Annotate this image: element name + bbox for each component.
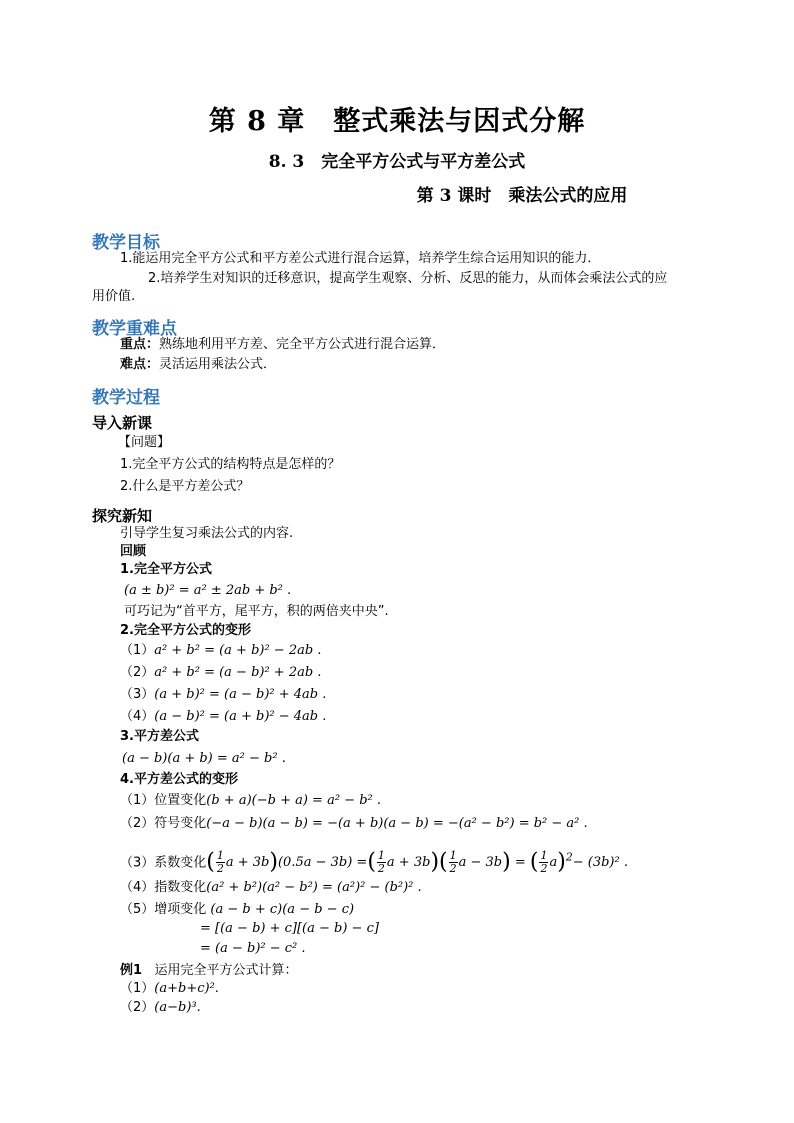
- variant-2-formula: a² + b² = (a − b)² + 2ab .: [154, 665, 322, 680]
- change-2: [120, 815, 588, 832]
- explore-heading: 探究新知: [92, 507, 153, 525]
- change-2-label: （2）符号变化: [120, 816, 207, 831]
- example-text: 运用完全平方公式计算：: [154, 963, 298, 978]
- variant-1-label: （1）: [120, 643, 155, 658]
- change-5-formula-b: = [(a − b) + c][(a − b) − c]: [200, 921, 379, 936]
- change-3-middle: (0.5a − 3b) =: [277, 855, 368, 871]
- formula-3: (a − b)(a + b) = a² − b² .: [122, 751, 286, 766]
- review-label: 回顾: [120, 544, 147, 559]
- variant-3: [120, 686, 326, 703]
- change-3-label: （3）系数变化: [120, 855, 207, 871]
- formula-2-heading: 2.完全平方公式的变形: [120, 623, 251, 638]
- goals-heading: 教学目标: [92, 233, 160, 253]
- formula-1-note: 可巧记为“首平方，尾平方，积的两倍夹中央”.: [124, 604, 389, 619]
- chapter-title: 第 8 章 整式乘法与因式分解: [208, 106, 586, 137]
- intro-heading: 导入新课: [92, 414, 153, 432]
- goal-line-3: 用价值.: [92, 289, 136, 304]
- question-1: 1.完全平方公式的结构特点是怎样的？: [120, 457, 341, 472]
- formula-1-heading: 1.完全平方公式: [120, 562, 212, 577]
- example-item-1: [120, 980, 219, 997]
- change-5-formula-a: (a − b + c)(a − b − c): [210, 902, 355, 917]
- key-point-label: 重点：: [120, 337, 160, 352]
- formula-4-heading: 4.平方差公式的变形: [120, 772, 238, 787]
- change-1-label: （1）位置变化: [120, 793, 207, 808]
- change-5: [120, 901, 354, 918]
- hard-point-label: 难点：: [120, 357, 160, 372]
- variant-3-formula: (a + b)² = (a − b)² + 4ab .: [154, 687, 327, 702]
- variant-3-label: （3）: [120, 687, 155, 702]
- fraction-half: $\frac{1}{2}$: [540, 849, 548, 876]
- change-1-formula: (b + a)(−b + a) = a² − b² .: [206, 793, 381, 808]
- example-item-2: [120, 999, 201, 1016]
- example-1: [120, 962, 297, 979]
- hard-point-line: [120, 356, 276, 373]
- hard-point-text: 灵活运用乘法公式．: [159, 357, 277, 372]
- variant-1: [120, 642, 321, 659]
- example-label: 例1: [120, 963, 143, 978]
- change-4-label: （4）指数变化: [120, 880, 207, 895]
- variant-4-label: （4）: [120, 709, 155, 724]
- change-5-formula-c: = (a − b)² − c² .: [200, 941, 306, 956]
- change-5-label: （5）增项变化: [120, 902, 207, 917]
- key-point-text: 熟练地利用平方差、完全平方公式进行混合运算．: [159, 337, 446, 352]
- process-heading: 教学过程: [92, 388, 160, 408]
- variant-1-formula: a² + b² = (a + b)² − 2ab .: [154, 643, 322, 658]
- example-item-1-label: （1）: [120, 981, 155, 996]
- formula-3-heading: 3.平方差公式: [120, 729, 199, 744]
- goal-line-2: 2.培养学生对知识的迁移意识，提高学生观察、分析、反思的能力，从而体会乘法公式的应: [148, 271, 668, 286]
- variant-2: [120, 664, 321, 681]
- formula-1: (a ± b)² = a² ± 2ab + b² .: [124, 583, 292, 598]
- fraction-half: $\frac{1}{2}$: [449, 849, 457, 876]
- change-3: （3）系数变化( $\frac{1}{2}$ a + 3b)(0.5a − 3b) =( $\frac{1}{2}$ a + 3b)( $\frac{1}{2}$ a − 3b) = ( $\frac{1}{2}$ a)$^2$− (3b)² .: [120, 849, 628, 876]
- keypoints-heading: 教学重难点: [92, 319, 177, 339]
- change-1: [120, 792, 381, 809]
- variant-4: [120, 708, 326, 725]
- example-item-1-formula: (a+b+c)².: [154, 981, 219, 996]
- goal-line-1: 1.能运用完全平方公式和平方差公式进行混合运算，培养学生综合运用知识的能力．: [120, 251, 601, 266]
- example-item-2-label: （2）: [120, 1000, 155, 1015]
- section-title: 8. 3 完全平方公式与平方差公式: [268, 152, 526, 172]
- key-point-line: [120, 336, 445, 353]
- explore-guide: 引导学生复习乘法公式的内容.: [120, 526, 294, 541]
- question-tag: 【问题】: [118, 435, 171, 450]
- change-4-formula: (a² + b²)(a² − b²) = (a²)² − (b²)² .: [206, 880, 422, 895]
- question-2: 2.什么是平方差公式？: [120, 479, 250, 494]
- change-3-end: − (3b)² .: [572, 855, 628, 871]
- variant-4-formula: (a − b)² = (a + b)² − 4ab .: [154, 709, 327, 724]
- fraction-half: $\frac{1}{2}$: [216, 849, 224, 876]
- example-item-2-formula: (a−b)³.: [154, 1000, 201, 1015]
- variant-2-label: （2）: [120, 665, 155, 680]
- fraction-half: $\frac{1}{2}$: [377, 849, 385, 876]
- change-4: [120, 879, 422, 896]
- change-2-formula: (−a − b)(a − b) = −(a + b)(a − b) = −(a² − b²) = b² − a² .: [206, 816, 588, 831]
- lesson-title: 第 3 课时 乘法公式的应用: [416, 186, 628, 206]
